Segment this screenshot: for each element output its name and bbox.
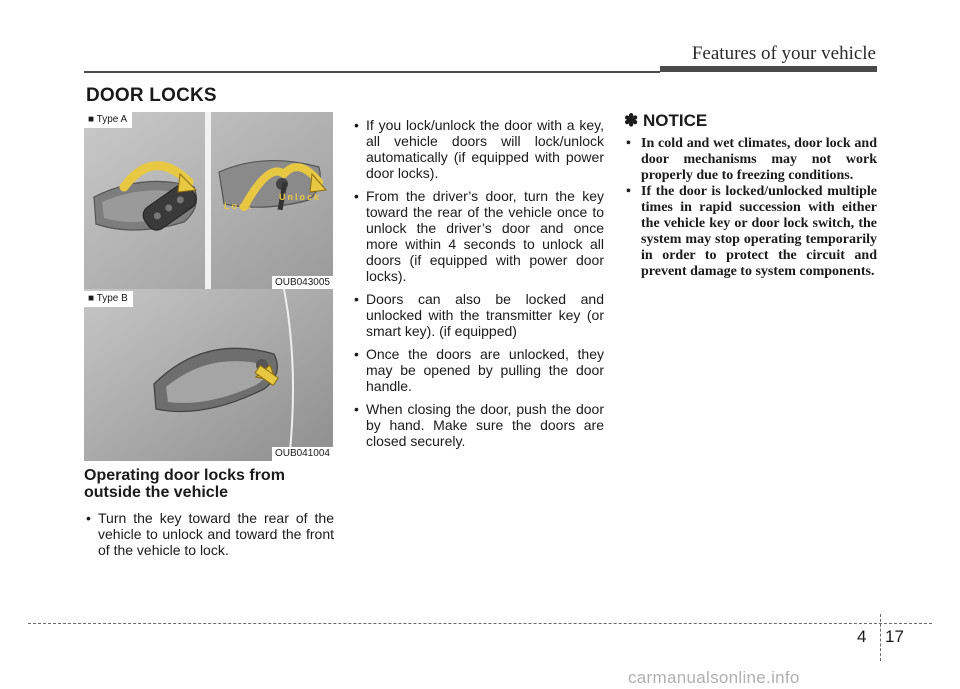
figure-code-a: OUB043005 xyxy=(272,276,333,290)
list-item: • If you lock/unlock the door with a key, all vehicle doors will lock/unlock automatically (if equipped with power door locks). xyxy=(352,117,604,181)
footer-separator xyxy=(880,614,881,661)
list-item: • When closing the door, push the door by hand. Make sure the doors are closed securely. xyxy=(352,401,604,449)
list-item: • In cold and wet climates, door lock and door mechanisms may not work properly due to freezing conditions. xyxy=(624,136,877,184)
door-key-illustration xyxy=(84,112,333,290)
list-item: • Doors can also be locked and unlocked with the transmitter key (or smart key). (if equipped) xyxy=(352,291,604,339)
figure-type-b xyxy=(84,289,333,461)
list-item: • If the door is locked/unlocked multiple times in rapid succession with either the vehicle key or door lock switch, the system may stop operating temporarily in order to protect the circuit and prevent damage to system components. xyxy=(624,184,877,280)
header-title: Features of your vehicle xyxy=(691,43,876,64)
figure-code-b: OUB041004 xyxy=(272,447,333,461)
figure-type-a xyxy=(84,112,333,290)
left-column xyxy=(84,510,334,565)
page-number: 17 xyxy=(885,627,904,646)
chapter-number: 4 xyxy=(857,627,867,646)
notice-heading: ✽ NOTICE xyxy=(624,111,708,130)
unlock-label: Unlock xyxy=(279,192,322,202)
footer-rule xyxy=(28,623,932,624)
middle-column xyxy=(352,117,604,456)
type-b-label: ■ Type B xyxy=(84,291,133,307)
left-bullet-list xyxy=(84,510,334,558)
middle-bullet-list xyxy=(352,117,604,449)
subsection-heading: Operating door locks from outside the vehicle xyxy=(84,467,285,501)
list-item: • Once the doors are unlocked, they may be opened by pulling the door handle. xyxy=(352,346,604,394)
notice-column xyxy=(624,136,877,280)
notice-bullet-list xyxy=(624,136,877,280)
section-title: DOOR LOCKS xyxy=(86,85,217,106)
type-a-label: ■ Type A xyxy=(84,112,132,128)
door-handle-illustration xyxy=(84,289,333,461)
list-item: • From the driver’s door, turn the key toward the rear of the vehicle once to unlock the driver’s door and once more within 4 seconds to unlock all doors (if equipped with power door locks). xyxy=(352,188,604,284)
lock-label: Lock xyxy=(224,201,254,211)
header-rule xyxy=(84,71,660,73)
header-bar xyxy=(660,66,877,72)
list-item: • Turn the key toward the rear of the vehicle to unlock and toward the front of the vehicle to lock. xyxy=(84,510,334,558)
watermark-link[interactable]: carmanualsonline.info xyxy=(628,668,800,687)
